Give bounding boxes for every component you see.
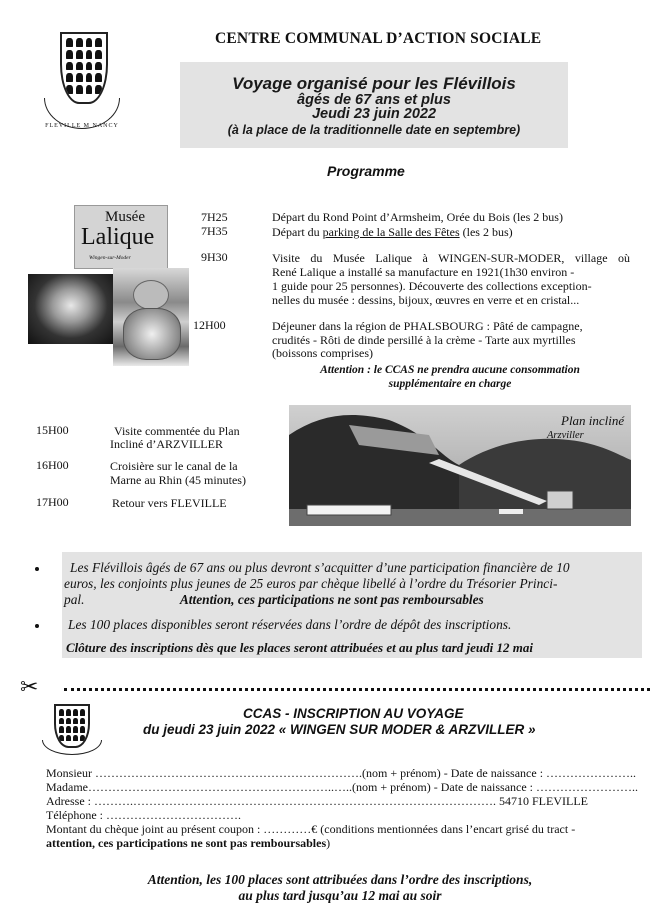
no-refund-coupon: attention, ces participations ne sont pas remboursables xyxy=(46,836,327,850)
montant-line-2 xyxy=(46,837,330,850)
bullet-2-text: Les 100 places disponibles seront réservées dans l’ordre de dépôt des inscriptions. xyxy=(68,617,512,632)
organisation-title: CENTRE COMMUNAL D’ACTION SOCIALE xyxy=(215,30,542,47)
fleville-crest-small xyxy=(40,702,102,758)
activity-15h00-l1: Visite commentée du Plan xyxy=(114,424,240,438)
cloture-text: Clôture des inscriptions dès que les places seront attribuées et au plus tard jeudi 12 mai xyxy=(66,640,533,655)
banner-line-3: Jeudi 23 juin 2022 xyxy=(311,106,437,122)
activity-12h00-l1: Déjeuner dans la région de PHALSBOURG : Pâté de campagne, xyxy=(272,319,583,333)
monsieur-field[interactable]: Monsieur ………………………………………………………….(nom + prénom) - Date de naissance : ………………….. xyxy=(46,766,637,780)
musee-title: Musée xyxy=(105,209,145,225)
musee-subtitle: Wingen-sur-Moder xyxy=(89,255,131,261)
telephone-field[interactable]: Téléphone : ……………………………. xyxy=(46,808,241,822)
bullet-1-text xyxy=(64,560,640,608)
bullet-1-dot xyxy=(35,567,39,571)
activity-7h35-prefix: Départ du xyxy=(272,225,323,239)
activity-16h00-l1: Croisière sur le canal de la xyxy=(110,459,238,473)
bullet-1-l1: Les Flévillois âgés de 67 ans ou plus devront s’acquitter d’une participation financière de 10 xyxy=(70,560,570,575)
no-refund-attention: Attention, ces participations ne sont pas remboursables xyxy=(179,592,484,607)
activity-12h00-l3: (boissons comprises) xyxy=(272,346,373,360)
bullet-1-l2: euros, les conjoints plus jeunes de 25 euros par chèque libellé à l’ordre du Trésorier Princi- xyxy=(64,576,558,591)
time-17h00: 17H00 xyxy=(36,495,69,509)
activity-7h25: Départ du Rond Point d’Armsheim, Orée du Bois (les 2 bus) xyxy=(272,210,563,224)
scissors-icon: ✂ xyxy=(20,675,39,700)
activity-16h00-l2: Marne au Rhin (45 minutes) xyxy=(110,473,246,487)
activity-12h00-l2: crudités - Rôti de dinde persillé à la crème - Tarte aux myrtilles xyxy=(272,333,576,347)
plan-incline-subtitle: Arzviller xyxy=(547,430,584,441)
madame-field[interactable]: Madame……………………………………………………..…..(nom + prénom) - Date de naissance : …………………….. xyxy=(46,780,639,794)
musee-lalique-logo xyxy=(74,205,168,269)
banner-line-4: (à la place de la traditionnelle date en septembre) xyxy=(227,123,521,137)
banner-line-1: Voyage organisé pour les Flévillois xyxy=(232,74,516,93)
time-7h25: 7H25 xyxy=(201,210,228,224)
bullet-1-pal: pal. xyxy=(64,592,85,607)
plan-incline-photo xyxy=(289,405,631,526)
montant-close-paren: ) xyxy=(326,836,331,850)
lalique-glass-photo xyxy=(28,274,114,344)
attention-ccas-l2: supplémentaire en charge xyxy=(388,378,512,390)
final-attention-l2: au plus tard jusqu’au 12 mai au soir xyxy=(238,888,442,903)
adresse-field[interactable]: Adresse : ……….………………………………………………………………………………. 54710 FLEVILLE xyxy=(46,794,588,808)
activity-7h35 xyxy=(272,226,513,239)
time-9h30: 9H30 xyxy=(201,250,228,264)
attention-ccas-note xyxy=(280,363,620,391)
fleville-crest-logo: FLEVILLE M NANCY xyxy=(42,28,122,136)
bullet-1-l3 xyxy=(64,592,640,608)
activity-15h00-l2: Incliné d’ARZVILLER xyxy=(110,437,223,451)
coupon-subtitle: du jeudi 23 juin 2022 « WINGEN SUR MODER & ARZVILLER » xyxy=(143,722,536,737)
salle-des-fetes-link[interactable]: parking de la Salle des Fêtes xyxy=(322,225,460,239)
montant-field[interactable]: Montant du chèque joint au présent coupon : …………€ (conditions mentionnées dans l’encart grisé du tract - xyxy=(46,822,576,836)
activity-7h35-suffix: (les 2 bus) xyxy=(459,225,513,239)
activity-9h30-l4: nelles du musée : dessins, bijoux, œuvres en verre et en cristal... xyxy=(272,293,580,307)
lalique-perfume-bottle-photo xyxy=(113,268,189,366)
activity-9h30-l2: René Lalique a installé sa manufacture en 1921(1h30 environ - xyxy=(272,265,575,279)
programme-title: Programme xyxy=(327,163,405,179)
coupon-title: CCAS - INSCRIPTION AU VOYAGE xyxy=(243,706,464,721)
bullet-2-dot xyxy=(35,624,39,628)
final-attention-l1: Attention, les 100 places sont attribuées dans l’ordre des inscriptions, xyxy=(147,872,533,887)
activity-9h30-l3: 1 guide pour 25 personnes). Découverte des collections exception- xyxy=(272,279,592,293)
attention-ccas-l1: Attention : le CCAS ne prendra aucune consommation xyxy=(320,364,580,376)
trip-banner xyxy=(180,62,568,148)
time-7h35: 7H35 xyxy=(201,224,228,238)
plan-incline-title: Plan incliné xyxy=(561,413,625,428)
banner-line-2: âgés de 67 ans et plus xyxy=(297,92,451,108)
time-16h00: 16H00 xyxy=(36,458,69,472)
final-attention xyxy=(80,872,600,904)
time-12h00: 12H00 xyxy=(193,318,226,332)
activity-9h30-l1: Visite du Musée Lalique à WINGEN-SUR-MODER, village où xyxy=(272,251,630,265)
cut-line xyxy=(64,688,650,691)
activity-17h00: Retour vers FLEVILLE xyxy=(112,496,227,510)
time-15h00: 15H00 xyxy=(36,423,69,437)
lalique-title: Lalique xyxy=(81,224,155,250)
